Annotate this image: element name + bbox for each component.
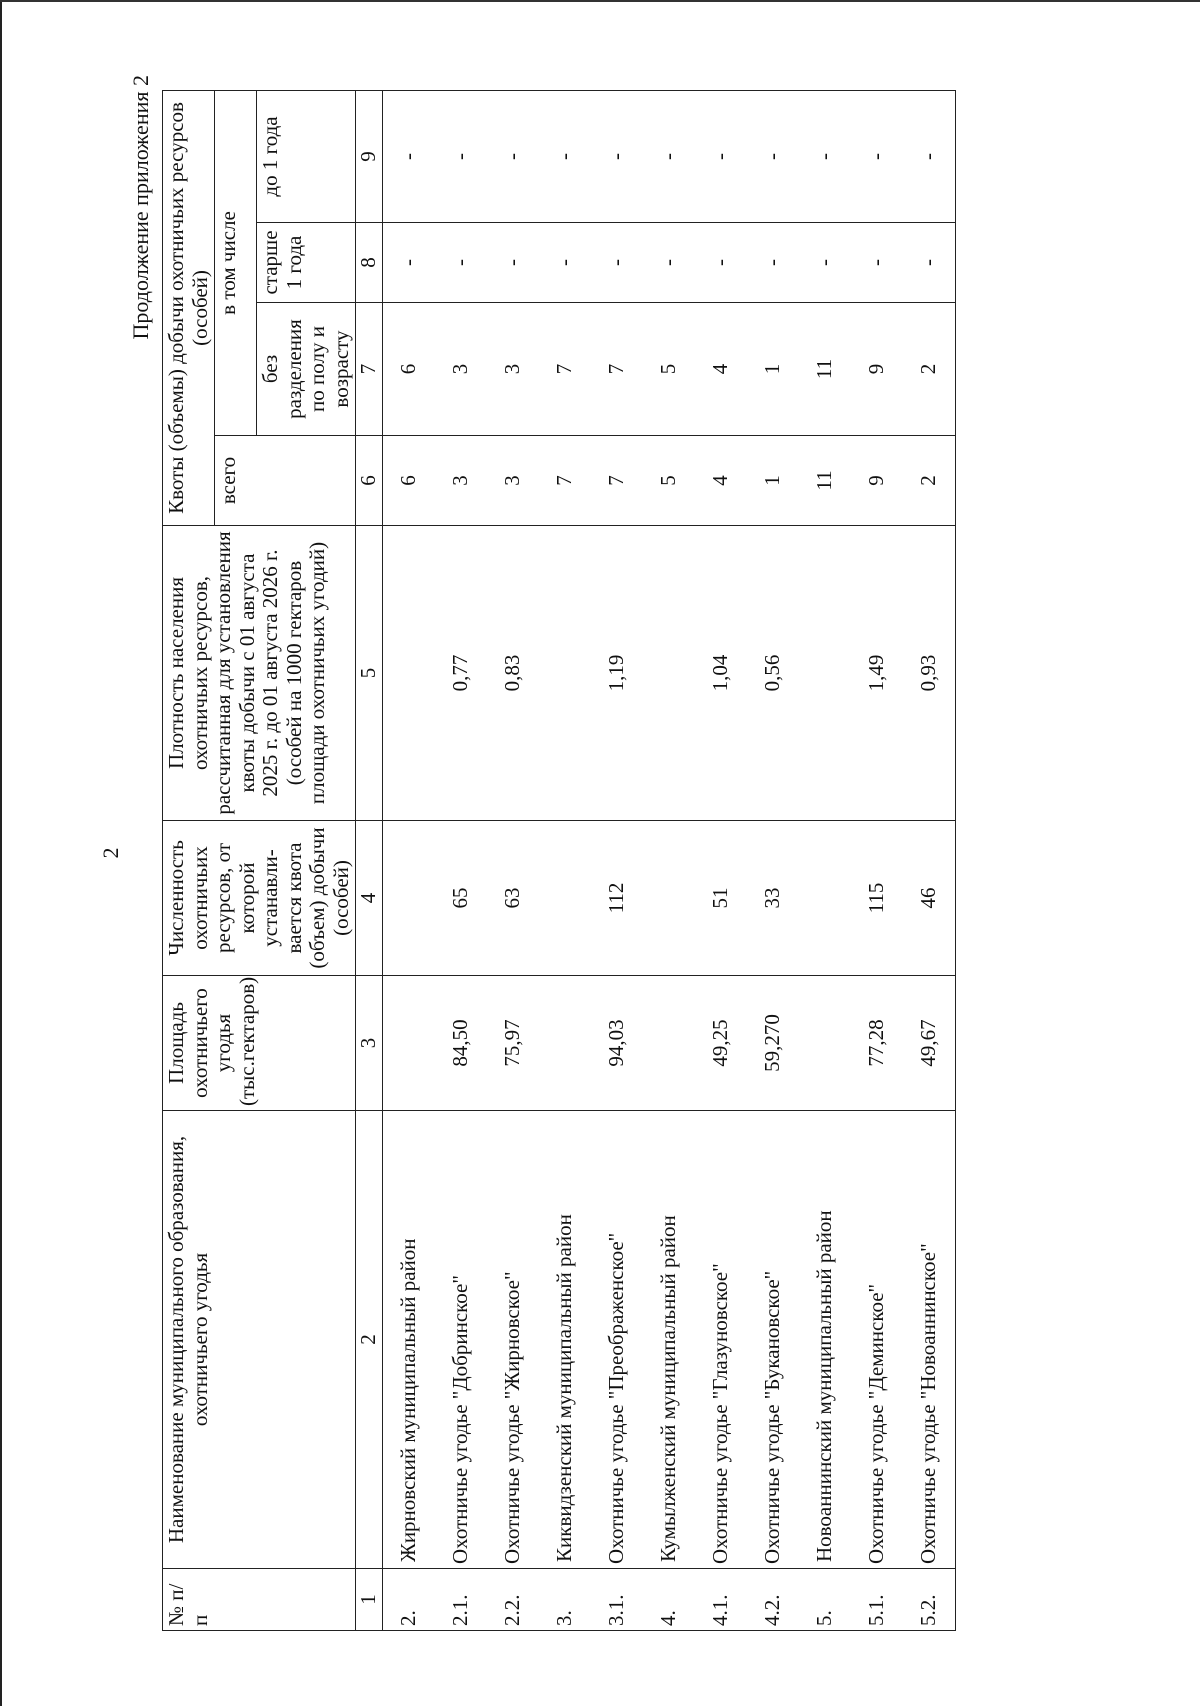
row-total: 6 (382, 436, 435, 526)
row-population: 51 (695, 821, 747, 976)
row-population (643, 821, 695, 976)
row-no-division: 3 (487, 303, 539, 436)
table-row (435, 90, 487, 1630)
row-under: - (591, 90, 643, 222)
header-area: Площадь охотничьего угодья (тыс.гектаров) (163, 976, 356, 1111)
row-total: 7 (591, 436, 643, 526)
row-older: - (539, 223, 591, 303)
row-no-division: 9 (851, 303, 903, 436)
row-area (539, 976, 591, 1111)
table-row (747, 90, 799, 1630)
row-older: - (799, 223, 851, 303)
row-density: 1,19 (591, 526, 643, 821)
row-area: 49,67 (903, 976, 956, 1111)
column-number: 3 (356, 976, 383, 1111)
table-row (382, 90, 435, 1630)
table-body (382, 90, 955, 1630)
row-total: 11 (799, 436, 851, 526)
header-no-division: без разделения по полу и возрасту (257, 303, 356, 436)
row-population: 112 (591, 821, 643, 976)
table-row (851, 90, 903, 1630)
column-number: 5 (356, 526, 383, 821)
row-population: 65 (435, 821, 487, 976)
row-under: - (643, 90, 695, 222)
row-density: 0,56 (747, 526, 799, 821)
row-no-division: 7 (539, 303, 591, 436)
column-number: 4 (356, 821, 383, 976)
table-row (591, 90, 643, 1630)
row-no-division: 1 (747, 303, 799, 436)
row-area: 94,03 (591, 976, 643, 1111)
header-density: Плотность населения охотничьих ресурсов, рассчитанная для установления квоты добычи с 01 августа 2025 г. до 01 августа 2026 г. (особей на 1000 гектаров площади охотничьих угодий) (163, 526, 356, 821)
row-under: - (695, 90, 747, 222)
row-under: - (747, 90, 799, 222)
table-row (695, 90, 747, 1630)
row-name: Охотничье угодье "Деминское" (851, 1111, 903, 1569)
row-name: Жирновский муниципальный район (382, 1111, 435, 1569)
row-population (382, 821, 435, 976)
row-name: Киквидзенский муниципальный район (539, 1111, 591, 1569)
row-total: 4 (695, 436, 747, 526)
row-older: - (747, 223, 799, 303)
table-row (487, 90, 539, 1630)
row-older: - (695, 223, 747, 303)
row-population: 115 (851, 821, 903, 976)
row-older: - (903, 223, 956, 303)
row-number: 2.1. (435, 1569, 487, 1631)
row-area (799, 976, 851, 1111)
header-total: всего (215, 436, 356, 526)
row-density (539, 526, 591, 821)
column-number: 9 (356, 90, 383, 222)
row-number: 3. (539, 1569, 591, 1631)
row-number: 5.2. (903, 1569, 956, 1631)
row-under: - (851, 90, 903, 222)
row-name: Охотничье угодье "Новоаннинское" (903, 1111, 956, 1569)
row-number: 2. (382, 1569, 435, 1631)
row-no-division: 3 (435, 303, 487, 436)
row-total: 1 (747, 436, 799, 526)
row-under: - (382, 90, 435, 222)
row-number: 5.1. (851, 1569, 903, 1631)
column-number: 2 (356, 1111, 383, 1569)
row-older: - (591, 223, 643, 303)
row-population: 46 (903, 821, 956, 976)
header-older: старше 1 года (257, 223, 356, 303)
row-area: 84,50 (435, 976, 487, 1111)
row-name: Новоаннинский муниципальный район (799, 1111, 851, 1569)
row-area: 75,97 (487, 976, 539, 1111)
row-total: 2 (903, 436, 956, 526)
column-number: 7 (356, 303, 383, 436)
row-under: - (799, 90, 851, 222)
header-under: до 1 года (257, 90, 356, 222)
row-area: 49,25 (695, 976, 747, 1111)
row-name: Охотничье угодье "Букановское" (747, 1111, 799, 1569)
row-population: 63 (487, 821, 539, 976)
row-area: 77,28 (851, 976, 903, 1111)
row-no-division: 4 (695, 303, 747, 436)
row-area (643, 976, 695, 1111)
row-density: 1,04 (695, 526, 747, 821)
row-population (799, 821, 851, 976)
row-density (382, 526, 435, 821)
column-number: 1 (356, 1569, 383, 1631)
row-total: 3 (435, 436, 487, 526)
row-number: 4.1. (695, 1569, 747, 1631)
row-number: 4.2. (747, 1569, 799, 1631)
header-quota-group: Квоты (объемы) добычи охотничьих ресурсов (особей) (163, 90, 215, 525)
row-under: - (903, 90, 956, 222)
row-older: - (382, 223, 435, 303)
header-population: Численность охотничьих ресурсов, от которой устанавли-вается квота (объем) добычи (особей) (163, 821, 356, 976)
row-total: 3 (487, 436, 539, 526)
row-under: - (487, 90, 539, 222)
header-including: в том числе (215, 90, 257, 435)
row-older: - (487, 223, 539, 303)
row-density: 1,49 (851, 526, 903, 821)
header-name: Наименование муниципального образования, охотничьего угодья (163, 1111, 356, 1569)
row-density: 0,93 (903, 526, 956, 821)
column-number: 8 (356, 223, 383, 303)
row-total: 7 (539, 436, 591, 526)
row-population (539, 821, 591, 976)
row-no-division: 2 (903, 303, 956, 436)
row-name: Охотничье угодье "Глазуновское" (695, 1111, 747, 1569)
table-row (903, 90, 956, 1630)
row-density: 0,83 (487, 526, 539, 821)
header-num: № п/п (163, 1569, 356, 1631)
row-number: 4. (643, 1569, 695, 1631)
row-population: 33 (747, 821, 799, 976)
row-area (382, 976, 435, 1111)
row-total: 5 (643, 436, 695, 526)
quota-table (162, 90, 956, 1631)
row-under: - (435, 90, 487, 222)
row-name: Охотничье угодье "Преображенское" (591, 1111, 643, 1569)
row-no-division: 11 (799, 303, 851, 436)
column-number: 6 (356, 436, 383, 526)
row-no-division: 7 (591, 303, 643, 436)
row-under: - (539, 90, 591, 222)
row-no-division: 6 (382, 303, 435, 436)
row-older: - (851, 223, 903, 303)
table-row (539, 90, 591, 1630)
row-name: Охотничье угодье "Жирновское" (487, 1111, 539, 1569)
row-number: 5. (799, 1569, 851, 1631)
table-row (799, 90, 851, 1630)
row-area: 59,270 (747, 976, 799, 1111)
table-row (643, 90, 695, 1630)
row-number: 2.2. (487, 1569, 539, 1631)
row-total: 9 (851, 436, 903, 526)
row-older: - (643, 223, 695, 303)
row-number: 3.1. (591, 1569, 643, 1631)
row-older: - (435, 223, 487, 303)
row-density (799, 526, 851, 821)
row-no-division: 5 (643, 303, 695, 436)
page-number: 2 (98, 847, 123, 859)
row-density: 0,77 (435, 526, 487, 821)
continuation-note: Продолжение приложения 2 (128, 75, 153, 340)
row-name: Кумылженский муниципальный район (643, 1111, 695, 1569)
row-name: Охотничье угодье "Добринское" (435, 1111, 487, 1569)
row-density (643, 526, 695, 821)
